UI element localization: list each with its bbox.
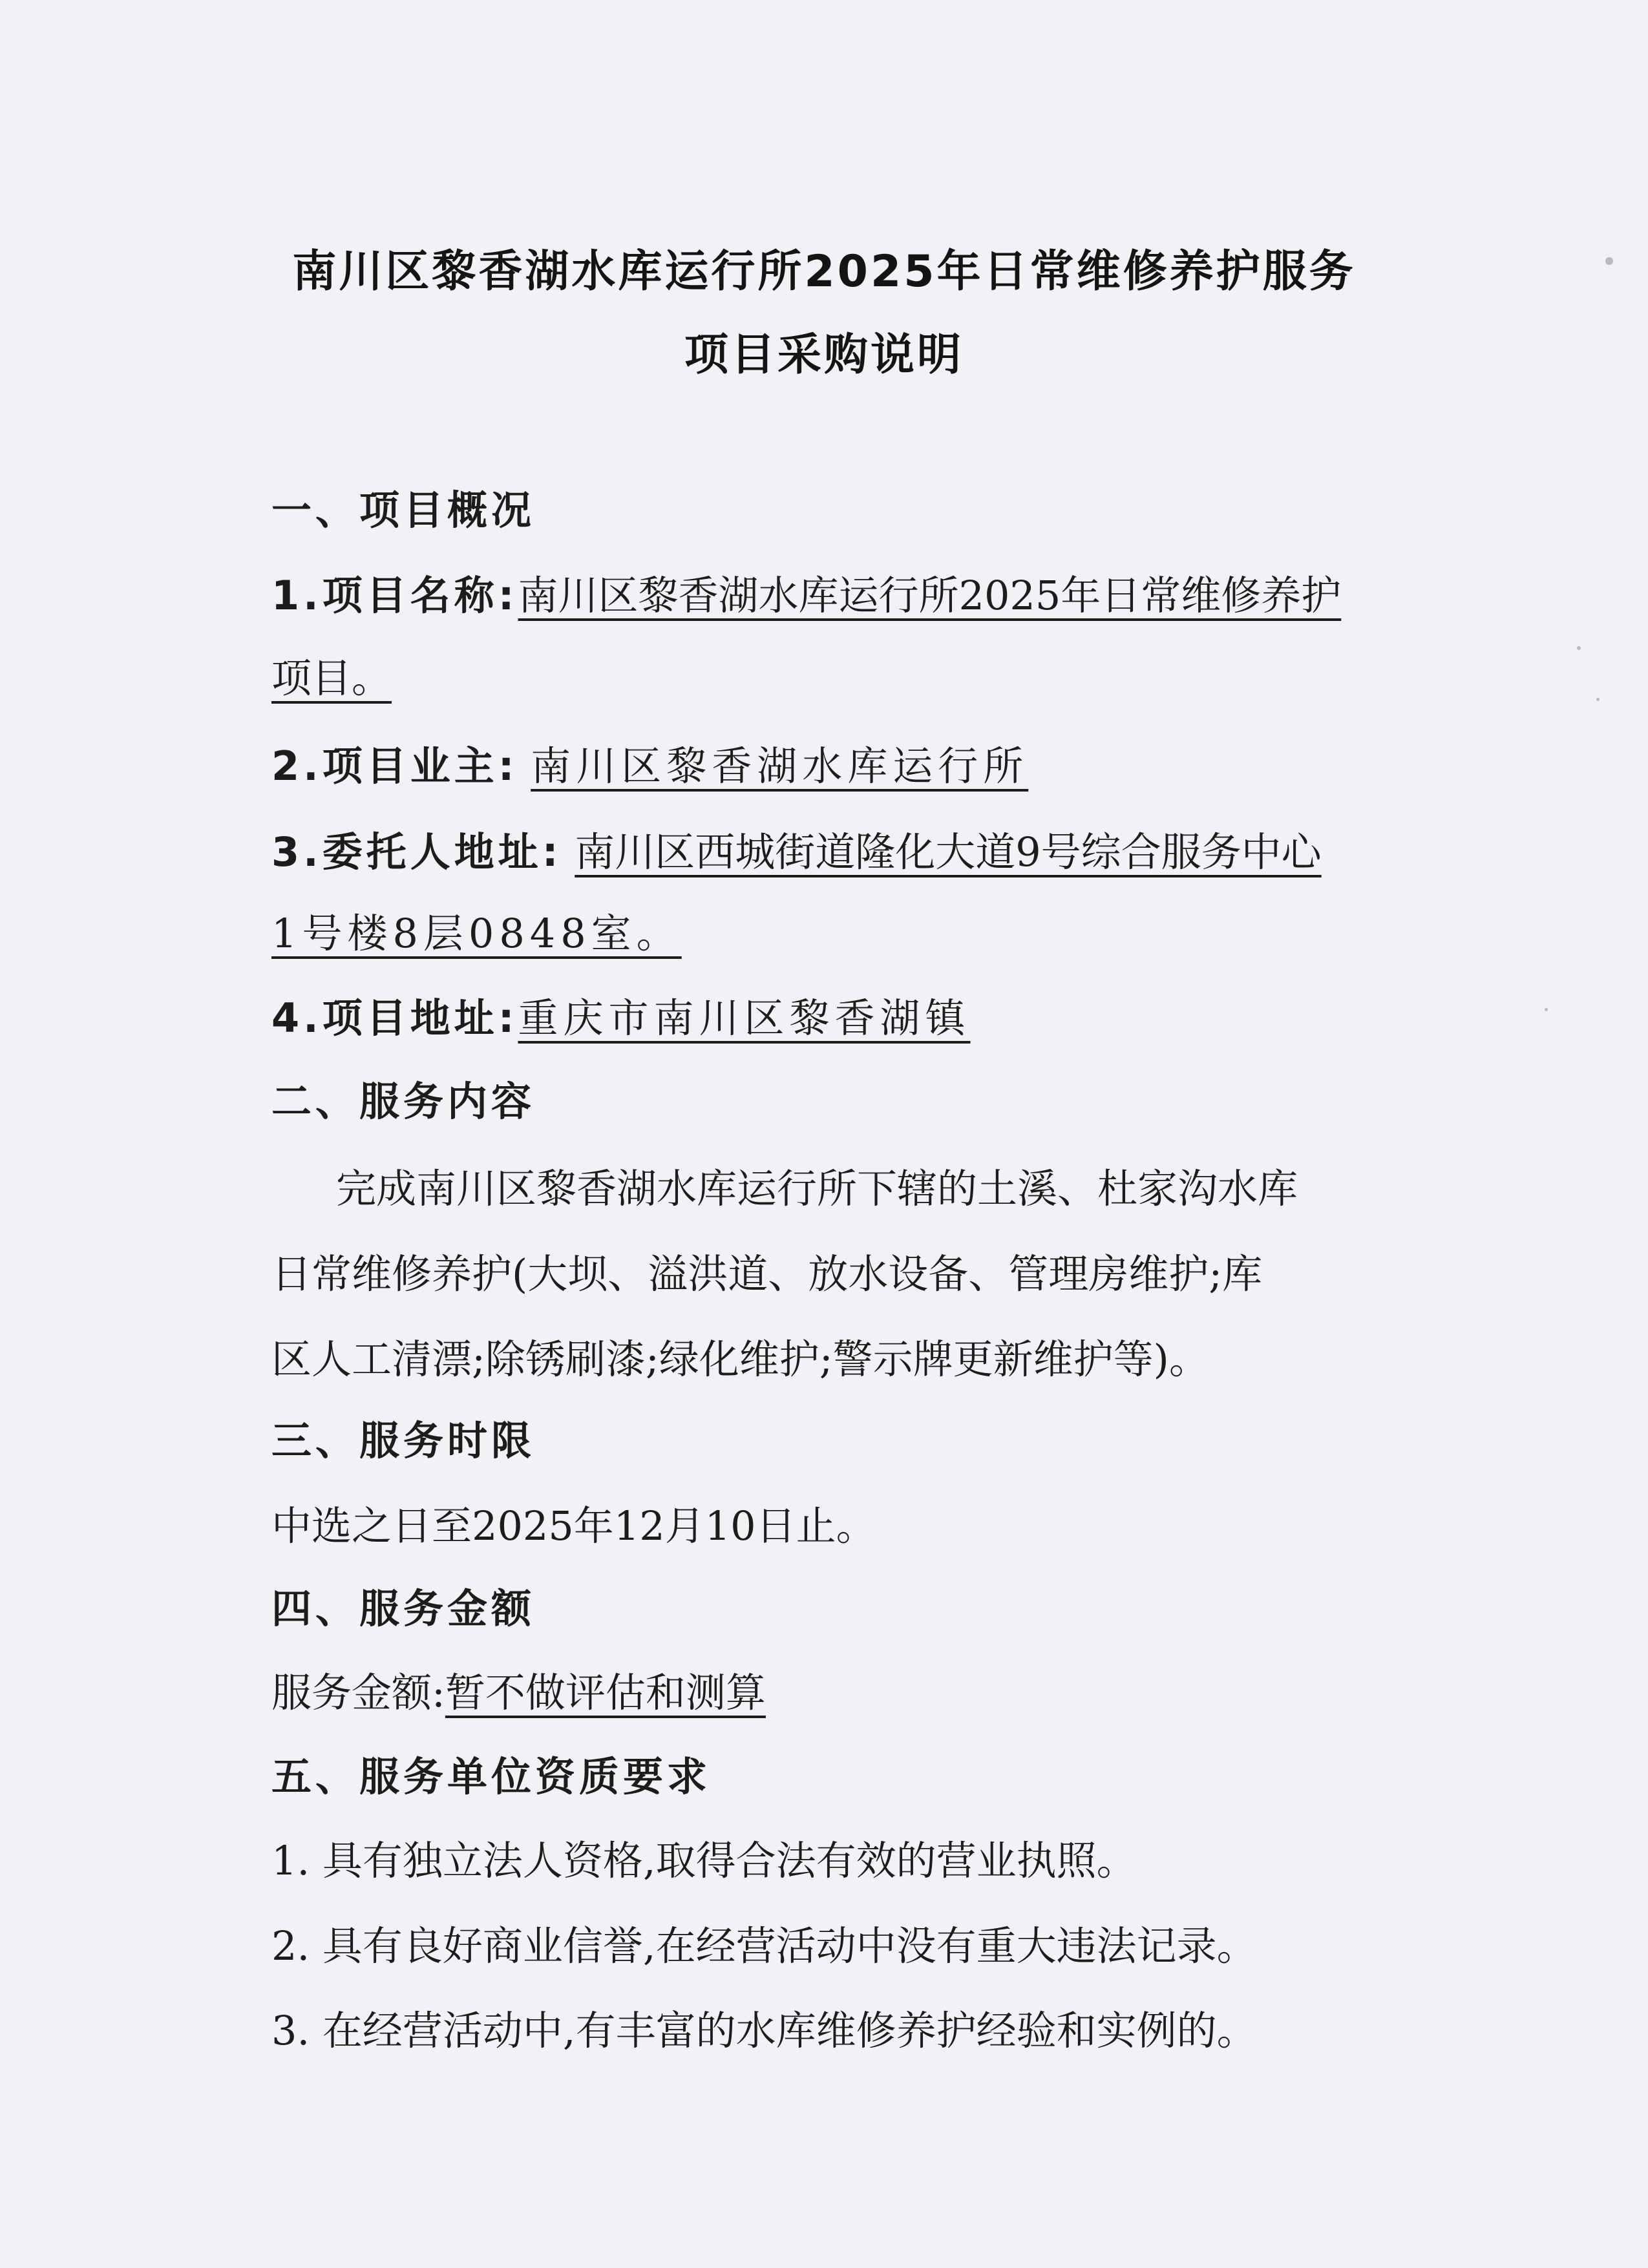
service-content-line-3: 区人工清漂;除锈刷漆;绿化维护;警示牌更新维护等)。: [271, 1336, 1209, 1383]
service-content-line-1: 完成南川区黎香湖水库运行所下辖的土溪、杜家沟水库: [336, 1165, 1298, 1212]
service-period-text: 中选之日至2025年12月10日止。: [271, 1502, 876, 1549]
service-amount-label: 服务金额:: [271, 1669, 445, 1716]
client-address-value-cont: 1号楼8层0848室。: [271, 910, 682, 957]
service-amount-value: 暂不做评估和测算: [445, 1669, 766, 1716]
client-address-label: 3.委托人地址:: [271, 828, 562, 876]
service-amount-row: [271, 1667, 766, 1719]
client-address-value: 南川区西城街道隆化大道9号综合服务中心: [575, 828, 1322, 876]
section-heading-qualifications: 五、服务单位资质要求: [271, 1753, 712, 1800]
project-owner-label: 2.项目业主:: [271, 742, 518, 790]
service-content-line-2: 日常维修养护(大坝、溢洪道、放水设备、管理房维护;库: [271, 1250, 1263, 1297]
project-name-row: [271, 570, 1341, 622]
client-address-row: [271, 826, 1322, 878]
client-address-continued: [271, 908, 682, 960]
section-heading-overview: 一、项目概况: [271, 487, 536, 534]
scan-speck: [1577, 646, 1581, 650]
project-name-label: 1.项目名称:: [271, 572, 518, 619]
scan-speck: [1545, 1008, 1548, 1011]
section-heading-service-amount: 四、服务金额: [271, 1585, 536, 1632]
qualification-item: 2. 具有良好商业信誉,在经营活动中没有重大违法记录。: [271, 1922, 1257, 1969]
project-owner-value: 南川区黎香湖水库运行所: [531, 742, 1029, 790]
project-name-value: 南川区黎香湖水库运行所2025年日常维修养护: [518, 572, 1342, 619]
project-location-row: [271, 992, 971, 1044]
scan-speck: [1596, 698, 1600, 701]
project-location-label: 4.项目地址:: [271, 994, 518, 1042]
section-heading-service-period: 三、服务时限: [271, 1417, 536, 1464]
project-name-continued: [271, 653, 392, 704]
project-owner-row: [271, 740, 1028, 792]
qualification-item: 1. 具有独立法人资格,取得合法有效的营业执照。: [271, 1837, 1137, 1884]
project-location-value: 重庆市南川区黎香湖镇: [518, 994, 971, 1042]
qualification-item: 3. 在经营活动中,有丰富的水库维修养护经验和实例的。: [271, 2007, 1257, 2054]
document-title-line-2: 项目采购说明: [684, 330, 964, 381]
section-heading-service-content: 二、服务内容: [271, 1078, 536, 1125]
document-title-line-1: 南川区黎香湖水库运行所2025年日常维修养护服务: [292, 246, 1356, 297]
project-name-value-cont: 项目。: [271, 655, 392, 702]
